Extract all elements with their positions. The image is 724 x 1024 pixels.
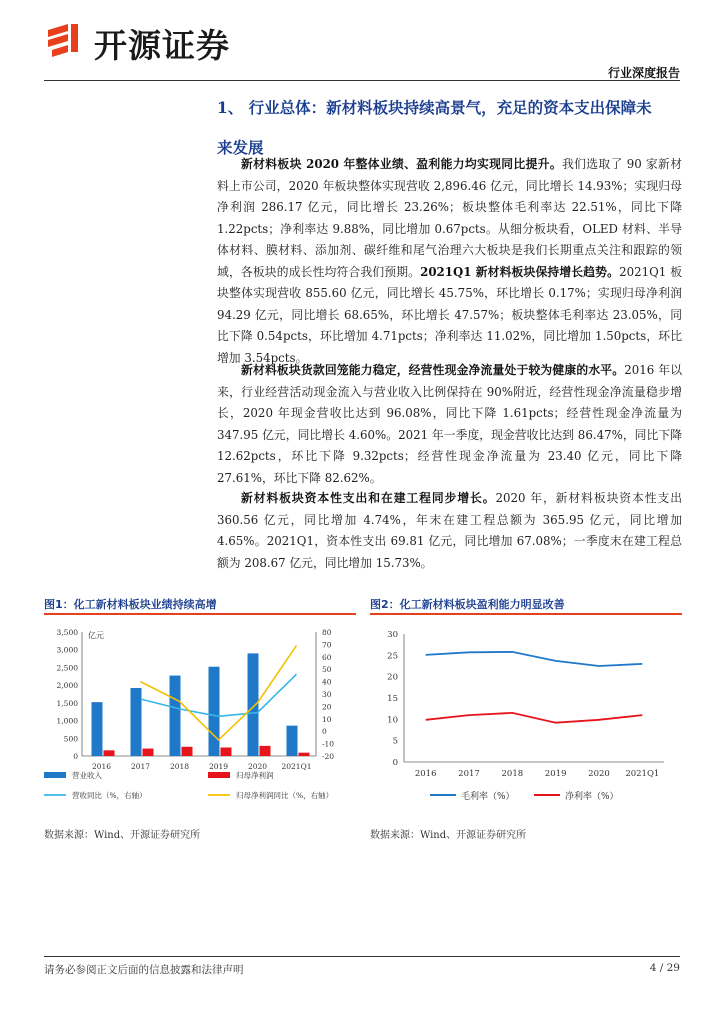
chart2-xtick: 2016 [414,769,437,779]
chart1-legend-profit-yoy: 归母净利润同比（%，右轴） [236,791,334,800]
chart1-bar-profit [182,747,193,756]
paragraph-3-body: 2020 年，新材料板块资本性支出 360.56 亿元，同比增加 4.74%，年末在建工程总额为 365.95 亿元，同比增加 4.65%。2021Q1，资本性支出 69.81 亿元，同比增加 67.08%；一季度末在建工程总额为 208.67 亿元，同比增加 15.73%。 [217,491,682,570]
chart1-bar-revenue [170,676,181,756]
chart1-ytick-right: 30 [322,690,332,699]
chart1-legend-revenue-swatch [44,772,66,778]
chart1-ytick-right: 10 [322,714,332,724]
chart1-bar-revenue [287,726,298,756]
chart2-legend-net: 净利率（%） [565,792,619,802]
chart2-ytick: 25 [387,651,398,662]
chart1-ytick-right: 20 [322,702,332,712]
paragraph-2 [217,360,682,489]
chart1-ytick-right: 60 [322,652,332,662]
section-heading-line2: 来发展 [217,138,264,157]
chart1-xtick: 2018 [169,762,190,771]
chart2-xtick: 2019 [544,769,567,779]
chart2-line-net-margin [426,713,643,723]
paragraph-1-body2: 2021Q1 板块整体实现营收 855.60 亿元，同比增长 45.75%，环比增长 0.17%；实现归母净利润 94.29 亿元，同比增长 68.65%，环比增长 47.57%；板块整体毛利率达 23.05%，同比下降 0.54pcts，环比增加 4.71pcts；净利率达 11.02%，同比增加 1.50pcts，环比增加 3.54pcts。 [217,264,682,365]
brand-logo-icon [44,20,84,62]
paragraph-2-body: 2016 年以来，行业经营活动现金流入与营业收入比例保持在 90%附近，经营性现金净流量稳步增长，2020 年现金营收比达到 96.08%，同比下降 1.61pcts；经营性现金净流量为 347.95 亿元，同比增长 4.60%。2021 年一季度，现金营收比达到 86.47%，同比下降 12.62pcts，环比下降 9.32pcts；经营性现金净流量为 23.40 亿元，同比下降 27.61%，环比下降 82.62%。 [217,363,682,485]
figure2-title: 图2：化工新材料板块盈利能力明显改善 [370,598,565,611]
chart2-ytick: 20 [387,672,398,683]
chart1-legend-profit-swatch [208,772,230,778]
footer-disclaimer: 请务必参阅正文后面的信息披露和法律声明 [44,964,244,976]
page-number: 4 / 29 [649,962,680,974]
chart2-line-gross-margin [426,652,643,666]
section-heading-line1: 1、 行业总体：新材料板块持续高景气，充足的资本支出保障未 [217,98,652,117]
paragraph-1-body: 我们选取了 90 家新材料上市公司，2020 年板块整体实现营收 2,896.46 亿元，同比增长 14.93%；实现归母净利润 286.17 亿元，同比增长 23.26%；板块整体毛利率达 22.51%，同比下降 1.22pcts；净利率达 9.88%，同比增加 0.67pcts。从细分板块看，OLED 材料、半导体材料、膜材料、添加剂、碳纤维和尾气治理六大板块是我们长期重点关注和跟踪的领域，各板块的成长性均符合我们预期。 [217,157,682,279]
chart1-bar-profit [104,750,115,756]
chart1-bar-profit [221,747,232,756]
paragraph-1 [217,154,682,369]
chart1-ytick-right: 70 [322,640,332,650]
chart2-ytick: 15 [387,694,398,704]
chart2-ytick: 10 [387,715,398,726]
chart1-legend-revenue-yoy: 营收同比（%，右轴） [72,791,147,800]
chart1-bar-revenue [92,702,103,756]
chart1-ytick-right: 50 [322,665,332,675]
chart1-bar-revenue [209,667,220,756]
chart2-xtick: 2021Q1 [625,769,660,779]
paragraph-1-lead2: 2021Q1 新材料板块保持增长趋势。 [420,264,620,279]
paragraph-3 [217,488,682,574]
chart1-unit-label: 亿元 [88,631,104,640]
chart1-xtick: 2016 [91,762,112,771]
chart1-bar-profit [143,749,154,756]
chart1-ytick-right: 40 [322,677,332,687]
paragraph-2-lead: 新材料板块货款回笼能力稳定，经营性现金净流量处于较为健康的水平。 [241,363,625,377]
chart1-xtick: 2020 [247,762,268,771]
brand-name: 开源证券 [94,26,230,65]
figure1-title-rule [44,613,356,615]
figure2-title-rule [370,613,682,615]
chart2-ytick: 30 [387,630,398,640]
figure1-chart [40,618,360,818]
chart1-xtick: 2019 [208,762,229,771]
figure2-chart [366,618,686,818]
chart1-xtick: 2021Q1 [281,762,312,771]
chart2-ytick: 0 [392,758,398,768]
chart1-bar-revenue [131,688,142,756]
chart2-legend-gross: 毛利率（%） [461,792,515,802]
header-rule [44,80,680,81]
figure1-source: 数据来源：Wind、开源证券研究所 [44,830,201,841]
chart1-legend-profit: 归母净利润 [236,771,274,780]
chart1-ytick-left: 2,000 [56,681,78,691]
figure1-title: 图1：化工新材料板块业绩持续高增 [44,598,217,611]
chart2-ytick: 5 [392,736,398,747]
chart2-xtick: 2018 [501,769,524,779]
chart2-xtick: 2017 [458,769,480,779]
paragraph-1-lead: 新材料板块 2020 年整体业绩、盈利能力均实现同比提升。 [241,157,562,171]
chart1-ytick-left: 1,500 [56,698,78,708]
paragraph-3-lead: 新材料板块资本性支出和在建工程同步增长。 [241,491,496,505]
chart1-ytick-right: -20 [322,752,335,761]
chart1-ytick-left: 3,000 [56,645,78,655]
chart1-xtick: 2017 [130,762,151,771]
chart2-xtick: 2020 [588,769,610,779]
chart1-ytick-left: 500 [63,734,78,744]
chart1-ytick-right: 80 [322,628,332,637]
logo [44,18,294,64]
chart1-ytick-left: 0 [73,752,78,761]
footer-rule [44,956,680,957]
report-type: 行业深度报告 [607,66,680,80]
chart1-ytick-left: 1,000 [56,716,78,726]
chart1-bar-revenue [248,653,259,756]
figure2-source: 数据来源：Wind、开源证券研究所 [370,830,527,841]
chart1-ytick-right: 0 [322,727,327,737]
chart1-legend-revenue: 营业收入 [72,771,102,780]
chart1-bar-profit [299,753,310,756]
chart1-ytick-right: -10 [322,739,335,749]
chart1-bar-profit [260,746,271,756]
chart1-ytick-left: 3,500 [56,628,78,637]
chart1-ytick-left: 2,500 [56,663,78,673]
